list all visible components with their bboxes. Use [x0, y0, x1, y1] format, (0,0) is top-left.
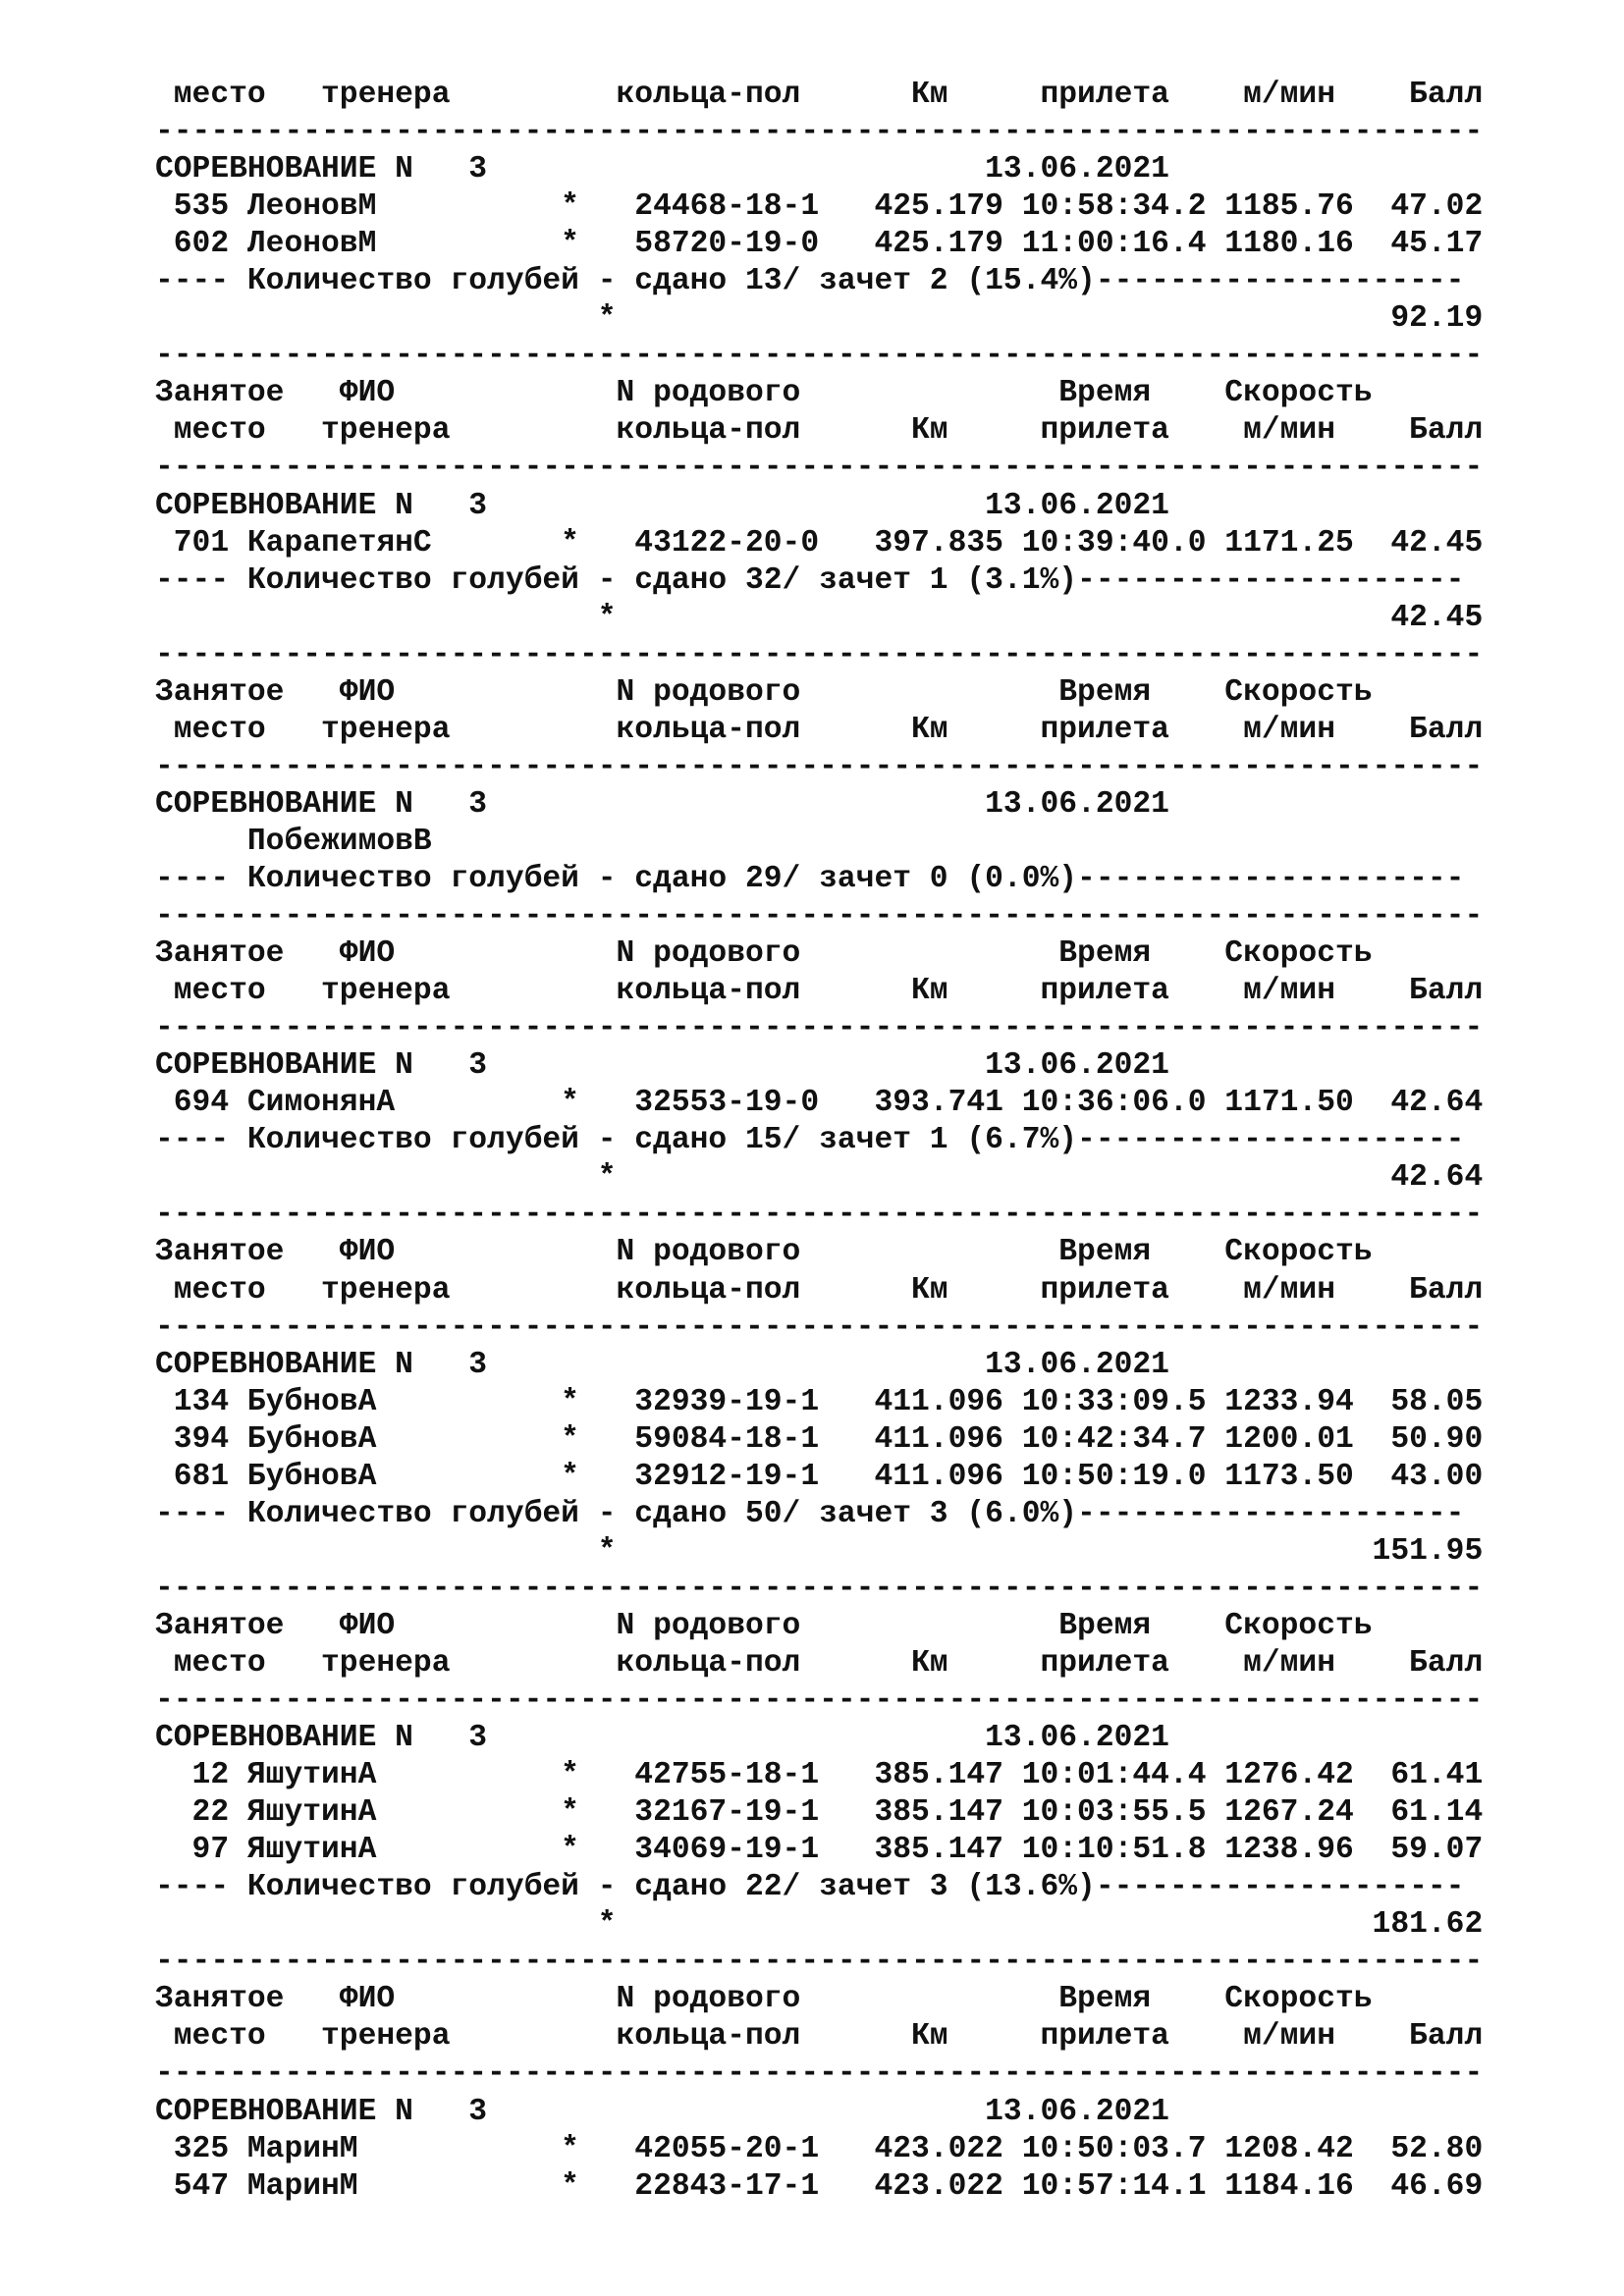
column-header-row-2: место тренера кольца-пол Км прилета м/мин Балл: [155, 413, 1484, 449]
column-header-row-2: место тренера кольца-пол Км прилета м/мин Балл: [155, 712, 1484, 747]
result-row: 325 МаринМ * 42055-20-1 423.022 10:50:03.7 1208.42 52.80: [155, 2131, 1484, 2166]
competition-header: СОРЕВНОВАНИЕ N 3 13.06.2021: [155, 1048, 1169, 1084]
result-row: 694 СимонянА * 32553-19-0 393.741 10:36:06.0 1171.50 42.64: [155, 1086, 1484, 1121]
result-row: 547 МаринМ * 22843-17-1 423.022 10:57:14.1 1184.16 46.69: [155, 2168, 1484, 2204]
competition-header: СОРЕВНОВАНИЕ N 3 13.06.2021: [155, 488, 1169, 523]
result-row: ПобежимовВ: [155, 824, 432, 859]
separator-line: ------------------------------------------------------------------------: [155, 1945, 1484, 1980]
pigeon-count-summary: ---- Количество голубей - сдано 15/ зачет 1 (6.7%)---------------------: [155, 1123, 1465, 1158]
separator-line: ------------------------------------------------------------------------: [155, 1198, 1484, 1233]
result-row: 22 ЯшутинА * 32167-19-1 385.147 10:03:55.5 1267.24 61.14: [155, 1795, 1484, 1831]
column-header-row-1: Занятое ФИО N родового Время Скорость: [155, 376, 1373, 411]
separator-line: ------------------------------------------------------------------------: [155, 451, 1484, 486]
result-row: 134 БубновА * 32939-19-1 411.096 10:33:09.5 1233.94 58.05: [155, 1384, 1484, 1419]
result-row: 681 БубновА * 32912-19-1 411.096 10:50:19.0 1173.50 43.00: [155, 1459, 1484, 1494]
competition-header: СОРЕВНОВАНИЕ N 3 13.06.2021: [155, 786, 1169, 822]
result-row: 535 ЛеоновМ * 24468-18-1 425.179 10:58:34.2 1185.76 47.02: [155, 189, 1484, 225]
results-report: [155, 77, 1483, 2206]
column-header-row-1: Занятое ФИО N родового Время Скорость: [155, 1235, 1373, 1270]
separator-line: ------------------------------------------------------------------------: [155, 899, 1484, 934]
result-row: 394 БубновА * 59084-18-1 411.096 10:42:34.7 1200.01 50.90: [155, 1421, 1484, 1457]
separator-line: ------------------------------------------------------------------------: [155, 637, 1484, 672]
separator-line: ------------------------------------------------------------------------: [155, 1011, 1484, 1046]
column-header-row-1: Занятое ФИО N родового Время Скорость: [155, 1982, 1373, 2017]
column-header-row-2: место тренера кольца-пол Км прилета м/мин Балл: [155, 1272, 1484, 1308]
column-header-row-2: место тренера кольца-пол Км прилета м/мин Балл: [155, 1645, 1484, 1681]
total-score-line: * 92.19: [155, 301, 1484, 337]
result-row: 12 ЯшутинА * 42755-18-1 385.147 10:01:44.4 1276.42 61.41: [155, 1758, 1484, 1793]
column-header-row-1: Занятое ФИО N родового Время Скорость: [155, 936, 1373, 972]
pigeon-count-summary: ---- Количество голубей - сдано 29/ зачет 0 (0.0%)---------------------: [155, 861, 1465, 896]
competition-header: СОРЕВНОВАНИЕ N 3 13.06.2021: [155, 1721, 1169, 1756]
competition-header: СОРЕВНОВАНИЕ N 3 13.06.2021: [155, 2094, 1169, 2129]
total-score-line: * 151.95: [155, 1533, 1484, 1569]
pigeon-count-summary: ---- Количество голубей - сдано 22/ зачет 3 (13.6%)--------------------: [155, 1870, 1465, 1905]
result-row: 701 КарапетянС * 43122-20-0 397.835 10:39:40.0 1171.25 42.45: [155, 525, 1484, 561]
result-row: 97 ЯшутинА * 34069-19-1 385.147 10:10:51.8 1238.96 59.07: [155, 1833, 1484, 1868]
separator-line: ------------------------------------------------------------------------: [155, 339, 1484, 374]
separator-line: ------------------------------------------------------------------------: [155, 749, 1484, 784]
total-score-line: * 42.64: [155, 1160, 1484, 1196]
separator-line: ------------------------------------------------------------------------: [155, 115, 1484, 150]
separator-line: ------------------------------------------------------------------------: [155, 1683, 1484, 1719]
column-header-row-2: место тренера кольца-пол Км прилета м/мин Балл: [155, 974, 1484, 1009]
pigeon-count-summary: ---- Количество голубей - сдано 13/ зачет 2 (15.4%)--------------------: [155, 264, 1465, 299]
competition-header: СОРЕВНОВАНИЕ N 3 13.06.2021: [155, 1347, 1169, 1382]
column-header-row-1: Занятое ФИО N родового Время Скорость: [155, 1608, 1373, 1643]
pigeon-count-summary: ---- Количество голубей - сдано 50/ зачет 3 (6.0%)---------------------: [155, 1496, 1465, 1531]
competition-header: СОРЕВНОВАНИЕ N 3 13.06.2021: [155, 152, 1169, 187]
separator-line: ------------------------------------------------------------------------: [155, 1309, 1484, 1345]
column-header-row-2: место тренера кольца-пол Км прилета м/мин Балл: [155, 2019, 1484, 2055]
column-header-row-2: место тренера кольца-пол Км прилета м/мин Балл: [155, 78, 1484, 112]
separator-line: ------------------------------------------------------------------------: [155, 2056, 1484, 2092]
result-row: 602 ЛеоновМ * 58720-19-0 425.179 11:00:16.4 1180.16 45.17: [155, 227, 1484, 262]
total-score-line: * 181.62: [155, 1907, 1484, 1943]
total-score-line: * 42.45: [155, 600, 1484, 635]
separator-line: ------------------------------------------------------------------------: [155, 1571, 1484, 1606]
pigeon-count-summary: ---- Количество голубей - сдано 32/ зачет 1 (3.1%)---------------------: [155, 562, 1465, 598]
column-header-row-1: Занятое ФИО N родового Время Скорость: [155, 674, 1373, 710]
